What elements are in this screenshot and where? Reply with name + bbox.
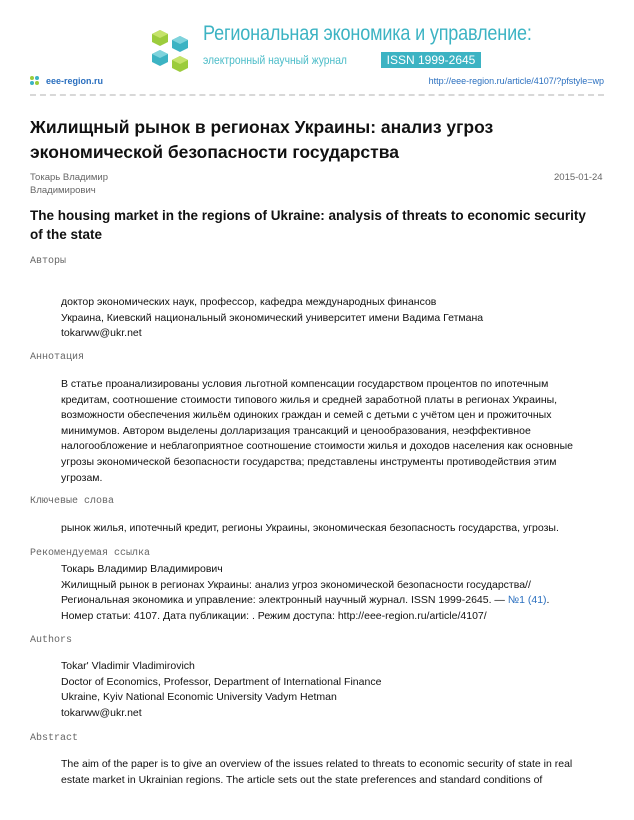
section-label-authors-en: Authors: [30, 635, 73, 646]
journal-issn-badge: ISSN 1999-2645: [381, 52, 481, 68]
authors-en-line: Doctor of Economics, Professor, Department of International Finance: [61, 675, 382, 688]
abstract-ru-block: [61, 377, 606, 486]
authors-email: tokarww@ukr.net: [61, 327, 142, 340]
abstract-ru-line: налогообложение и неблагоприятное соотношение стоимости жилья и доходов населения как основные: [61, 440, 574, 453]
journal-title: Региональная экономика и управление:: [203, 22, 532, 45]
site-home-link[interactable]: [30, 76, 103, 86]
keywords-block: [61, 521, 606, 537]
article-url-link[interactable]: http://eee-region.ru/article/4107/?pfstyle=wp: [428, 76, 604, 86]
article-author: Токарь Владимир Владимирович: [30, 172, 108, 196]
authors-line: доктор экономических наук, профессор, кафедра международных финансов: [61, 296, 437, 308]
citation-author: Токарь Владимир Владимирович: [61, 563, 223, 575]
citation-journal: [61, 593, 606, 609]
abstract-en-line: estate market in Ukrainian regions. The article sets out the state preferences and standard conditions of: [61, 773, 543, 786]
article-title-en: The housing market in the regions of Ukraine: analysis of threats to economic security of the state: [30, 208, 586, 242]
citation-journal-text: Региональная экономика и управление: электронный научный журнал. ISSN 1999-2645. —: [61, 594, 508, 607]
citation-title: Жилищный рынок в регионах Украины: анализ угроз экономической безопасности государства//: [61, 578, 531, 591]
section-label-citation: Рекомендуемая ссылка: [30, 548, 151, 559]
issue-link[interactable]: №1 (41): [507, 594, 547, 607]
abstract-ru-line: угрозы экономической безопасности государства; представлены инструменты противодействия этим: [61, 455, 557, 468]
journal-logo-cubes-icon: [150, 28, 192, 72]
abstract-ru-line: минимумов. Автором выделены долларизация трансакций и ценообразования, неэффективное: [61, 424, 531, 437]
site-dots-icon: [30, 76, 42, 85]
section-label-abstract-ru: Аннотация: [30, 352, 85, 363]
authors-line: Украина, Киевский национальный экономический университет имени Вадима Гетмана: [61, 311, 484, 324]
authors-en-block: [61, 659, 606, 721]
abstract-ru-line: угрозам.: [61, 471, 103, 484]
abstract-en-block: [61, 757, 606, 788]
article-date: 2015-01-24: [554, 172, 603, 183]
header-divider: [30, 94, 604, 96]
abstract-ru-line: возможности обеспечения жильём одиноких граждан и семей с детьми с учётом цен и прожиточных: [61, 409, 552, 422]
abstract-ru-line: В статье проанализированы условия льготной компенсации государством процентов по ипотечным: [61, 378, 549, 390]
keywords-text: рынок жилья, ипотечный кредит, регионы Украины, экономическая безопасность государства, угрозы.: [61, 522, 559, 534]
citation-block: [61, 562, 606, 624]
section-label-abstract-en: Abstract: [30, 733, 79, 744]
abstract-ru-line: кредитам, соотношение стоимости типового жилья и средней заработной платы в регионах Украины,: [61, 393, 558, 406]
authors-en-email: tokarww@ukr.net: [61, 706, 142, 719]
top-link-bar: [30, 76, 604, 88]
citation-journal-end: .: [546, 594, 550, 607]
authors-block: [61, 295, 606, 342]
authors-en-line: Ukraine, Kyiv National Economic University Vadym Hetman: [61, 691, 337, 704]
citation-access: Номер статьи: 4107. Дата публикации: . Режим доступа: http://eee-region.ru/article/4107/: [61, 609, 487, 622]
journal-subtitle: электронный научный журнал: [203, 53, 347, 67]
section-label-keywords: Ключевые слова: [30, 496, 115, 507]
journal-header: [0, 0, 634, 72]
article-title-ru: Жилищный рынок в регионах Украины: анализ угроз экономической безопасности государства: [30, 117, 494, 162]
section-label-authors: Авторы: [30, 256, 67, 267]
site-home-label: eee-region.ru: [46, 76, 104, 86]
abstract-en-line: The aim of the paper is to give an overview of the issues related to threats to economic security of state in real: [61, 758, 573, 770]
authors-en-line: Tokar' Vladimir Vladimirovich: [61, 660, 195, 672]
